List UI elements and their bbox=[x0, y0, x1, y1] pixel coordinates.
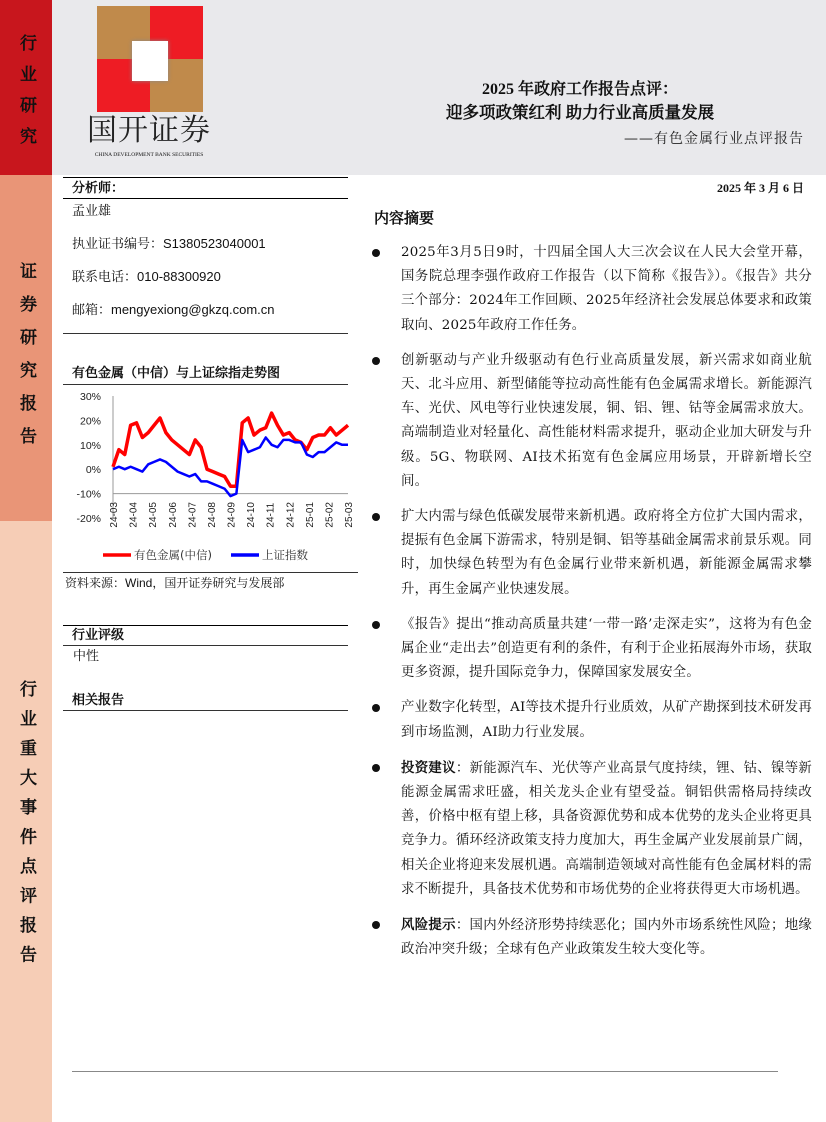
related-reports-heading: 相关报告 bbox=[72, 693, 125, 708]
bullet-text bbox=[401, 696, 812, 744]
bullet-body: ：国内外经济形势持续恶化；国内外市场系统性风险；地缘政治冲突升级；全球有色产业政策发生较大变化等。 bbox=[401, 918, 812, 958]
y-tick-label: 0% bbox=[85, 464, 101, 477]
y-tick-label: -10% bbox=[76, 488, 101, 501]
rating-value: 中性 bbox=[73, 648, 100, 663]
analyst-email[interactable]: 邮箱：mengyexiong@gkzq.com.cn bbox=[72, 302, 275, 317]
divider bbox=[63, 645, 348, 646]
bullet-lead: 投资建议 bbox=[401, 759, 456, 776]
bullet-body: 2025年3月5日9时，十四届全国人大三次会议在人民大会堂开幕，国务院总理李强作政府工作报告（以下简称《报告》）。《报告》共分三个部分：2024年工作回顾、2025年经济社会发展总体要求和政策取向、2025年政府工作任务。 bbox=[401, 245, 812, 333]
divider bbox=[63, 572, 358, 573]
bullet-text bbox=[401, 913, 812, 962]
x-tick-label: 24-04 bbox=[128, 502, 140, 528]
bullet-icon bbox=[372, 513, 380, 521]
report-title-line1: 2025 年政府工作报告点评： bbox=[481, 81, 678, 98]
bullet-icon bbox=[372, 921, 380, 929]
x-tick-label: 24-06 bbox=[167, 502, 179, 528]
company-logo bbox=[97, 6, 203, 112]
x-tick-label: 24-03 bbox=[109, 502, 120, 528]
bullet-icon bbox=[372, 621, 380, 629]
y-tick-label: 20% bbox=[79, 415, 101, 428]
bullet-lead: 风险提示 bbox=[401, 917, 456, 934]
bullet-text bbox=[401, 241, 812, 338]
summary-bullet bbox=[372, 756, 812, 902]
sidebar-label-bottom: 行业重大事件点评报告 bbox=[16, 680, 36, 975]
bullet-body: 扩大内需与绿色低碳发展带来新机遇。政府将全方位扩大国内需求，提振有色金属下游需求，特别是铜、铝等基础金属需求前景乐观。同时，加快绿色转型为有色金属行业带来新机遇，新能源金属需求攀升，再生金属产业快速发展。 bbox=[401, 509, 812, 597]
divider bbox=[63, 710, 348, 711]
divider bbox=[63, 177, 348, 178]
divider bbox=[63, 198, 348, 199]
legend-label: 有色金属(中信) bbox=[134, 548, 212, 562]
summary-bullet bbox=[372, 241, 812, 338]
footer-divider bbox=[72, 1071, 778, 1072]
bullet-icon bbox=[372, 764, 380, 772]
bullet-text bbox=[401, 613, 812, 686]
legend-label: 上证指数 bbox=[262, 548, 308, 562]
logo-english-name: CHINA DEVELOPMENT BANK SECURITIES bbox=[94, 152, 204, 158]
x-tick-label: 25-02 bbox=[324, 502, 336, 528]
divider bbox=[63, 625, 348, 626]
bullet-icon bbox=[372, 249, 380, 257]
report-date: 2025 年 3 月 6 日 bbox=[716, 181, 804, 195]
rating-heading: 行业评级 bbox=[72, 628, 125, 643]
analyst-phone: 联系电话：010-88300920 bbox=[72, 269, 221, 284]
y-tick-label: 10% bbox=[79, 439, 101, 452]
series-line-0 bbox=[113, 413, 348, 486]
report-title-line2: 迎多项政策红利 助力行业高质量发展 bbox=[445, 103, 715, 122]
summary-bullet bbox=[372, 349, 812, 494]
bullet-body: 创新驱动与产业升级驱动有色行业高质量发展，新兴需求如商业航天、北斗应用、新型储能等拉动高性能有色金属需求增长。新能源汽车、光伏、风电等行业快速发展，铜、铝、锂、钴等金属需求放大。高端制造业对轻量化、高性能材料需求提升，驱动企业加大研发与升级。5G、物联网、AI技术拓宽有色金属应用场景，开辟新增长空间。 bbox=[401, 352, 812, 489]
bullet-icon bbox=[372, 357, 380, 365]
bullet-body: 产业数字化转型，AI等技术提升行业质效，从矿产勘探到技术研发再到市场监测，AI助力行业发展。 bbox=[401, 700, 812, 740]
summary-heading: 内容摘要 bbox=[374, 209, 435, 227]
summary-bullet bbox=[372, 696, 812, 744]
report-subtitle: ——有色金属行业点评报告 bbox=[624, 131, 804, 147]
trend-chart bbox=[63, 386, 353, 568]
x-tick-label: 24-12 bbox=[285, 502, 297, 528]
analyst-name: 孟业雄 bbox=[72, 203, 112, 218]
analyst-heading: 分析师： bbox=[72, 181, 125, 196]
bullet-text bbox=[401, 349, 812, 494]
x-tick-label: 24-05 bbox=[148, 502, 160, 528]
sidebar-label-top: 行业研究 bbox=[16, 34, 36, 158]
logo-chinese-name: 国开证券 bbox=[87, 113, 211, 148]
divider bbox=[63, 384, 348, 385]
x-tick-label: 24-09 bbox=[226, 502, 238, 528]
summary-bullet bbox=[372, 913, 812, 962]
chart-heading: 有色金属（中信）与上证综指走势图 bbox=[72, 366, 281, 381]
bullet-body: 《报告》提出“推动高质量共建‘一带一路’走深走实”，这将为有色金属企业“走出去”创造更有利的条件，有利于企业拓展海外市场，获取更多资源，提升国际竞争力，保障国家发展安全。 bbox=[401, 616, 812, 681]
x-tick-label: 24-11 bbox=[265, 502, 277, 528]
x-tick-label: 24-07 bbox=[187, 502, 199, 528]
x-tick-label: 24-10 bbox=[246, 502, 258, 528]
x-tick-label: 25-03 bbox=[344, 502, 355, 528]
bullet-icon bbox=[372, 704, 380, 712]
bullet-body: ：新能源汽车、光伏等产业高景气度持续，锂、钴、镍等新能源金属需求旺盛，相关龙头企业有望受益。铜铝供需格局持续改善，价格中枢有望上移，具备资源优势和成本优势的龙头企业将更具竞争力。循环经济政策支持力度加大，再生金属产业发展前景广阔，相关企业将迎来发展机遇。高端制造领域对高性能有色金属材料的需求不断提升，具备技术优势和市场优势的企业将获得更大市场机遇。 bbox=[401, 760, 812, 897]
x-tick-label: 24-08 bbox=[206, 502, 218, 528]
sidebar-label-middle: 证券研究报告 bbox=[16, 262, 36, 460]
summary-bullet bbox=[372, 613, 812, 686]
divider bbox=[63, 333, 348, 334]
bullet-text bbox=[401, 756, 812, 902]
summary-bullets bbox=[372, 241, 812, 973]
analyst-license: 执业证书编号：S1380523040001 bbox=[72, 236, 266, 251]
y-tick-label: 30% bbox=[79, 391, 101, 403]
chart-source: 资料来源：Wind，国开证券研究与发展部 bbox=[65, 576, 285, 590]
summary-bullet bbox=[372, 505, 812, 602]
y-tick-label: -20% bbox=[76, 513, 101, 525]
bullet-text bbox=[401, 505, 812, 602]
x-tick-label: 25-01 bbox=[304, 502, 316, 528]
